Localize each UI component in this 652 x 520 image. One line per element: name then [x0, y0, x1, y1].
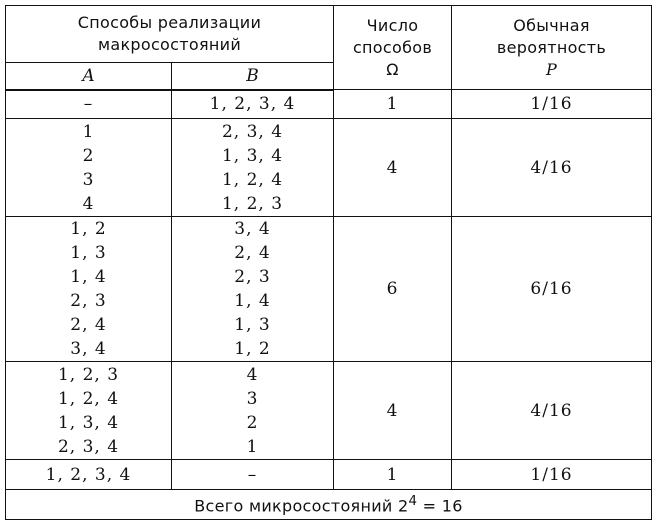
- total-microstates: [6, 490, 652, 520]
- cell-b-line: 2: [246, 412, 259, 433]
- cell-b-line: 3, 4: [234, 219, 271, 239]
- table-row: [6, 460, 652, 490]
- cell-count: 6: [334, 217, 452, 362]
- cell-b-line: –: [247, 464, 258, 485]
- cell-b: [172, 362, 334, 460]
- cell-b: [172, 119, 334, 217]
- cell-a: [6, 217, 172, 362]
- cell-a: [6, 119, 172, 217]
- cell-a-line: 1: [82, 121, 95, 142]
- cell-probability: 4/16: [452, 362, 652, 460]
- table-body: [6, 90, 652, 490]
- cell-b: [172, 217, 334, 362]
- cell-a-line: 3, 4: [70, 339, 107, 359]
- cell-a-line: 1, 3: [70, 243, 107, 263]
- header-count-symbol: Ω: [386, 59, 399, 79]
- cell-probability: 6/16: [452, 217, 652, 362]
- cell-b-line: 1, 2, 3, 4: [209, 94, 296, 115]
- cell-a-line: 3: [82, 169, 95, 190]
- cell-b-line: 1: [246, 436, 259, 457]
- table-row: [6, 362, 652, 460]
- total-prefix: Всего микросостояний 2: [194, 496, 409, 516]
- header-count-line2: способов: [352, 37, 433, 57]
- cell-a-line: 2, 3: [70, 291, 107, 311]
- cell-b-line: 2, 3: [234, 267, 271, 287]
- cell-b-line: 1, 3, 4: [221, 145, 284, 166]
- cell-b-line: 3: [246, 388, 259, 409]
- header-prob-line2: вероятность: [496, 37, 607, 57]
- cell-a-line: 1, 2, 3: [57, 364, 120, 385]
- cell-b-line: 1, 2, 4: [221, 169, 284, 190]
- total-suffix: = 16: [417, 496, 463, 516]
- cell-a-line: 1, 2, 3, 4: [45, 464, 132, 485]
- header-count-line1: Число: [366, 15, 419, 35]
- cell-a-line: 1, 3, 4: [57, 412, 120, 433]
- cell-b: [172, 460, 334, 490]
- header-realization-methods: [6, 6, 334, 63]
- cell-a-line: 1, 2: [70, 219, 107, 239]
- cell-count: 4: [334, 119, 452, 217]
- cell-b-line: 2, 3, 4: [221, 121, 284, 142]
- microstates-table: [5, 5, 652, 520]
- cell-b: [172, 90, 334, 119]
- cell-b-line: 1, 2: [234, 339, 271, 359]
- cell-a-line: 1, 2, 4: [57, 388, 120, 409]
- table-row: [6, 90, 652, 119]
- cell-probability: 1/16: [452, 90, 652, 119]
- cell-count: 4: [334, 362, 452, 460]
- cell-count: 1: [334, 90, 452, 119]
- cell-a-line: 2, 4: [70, 315, 107, 335]
- header-probability: [452, 6, 652, 90]
- cell-b-line: 1, 4: [234, 291, 271, 311]
- cell-b-line: 4: [246, 364, 259, 385]
- cell-probability: 4/16: [452, 119, 652, 217]
- cell-a: [6, 362, 172, 460]
- cell-a-line: 2: [82, 145, 95, 166]
- header-prob-line1: Обычная: [513, 15, 590, 35]
- table-row: [6, 119, 652, 217]
- total-exponent: 4: [408, 494, 418, 510]
- header-realization-line1: Способы реализации: [77, 13, 262, 32]
- cell-a: [6, 460, 172, 490]
- header-col-b: B: [172, 63, 334, 90]
- cell-a-line: 2, 3, 4: [57, 436, 120, 457]
- header-col-a: A: [6, 63, 172, 90]
- cell-b-line: 1, 3: [234, 315, 271, 335]
- cell-a-line: –: [83, 94, 94, 115]
- table-row: [6, 217, 652, 362]
- cell-a-line: 1, 4: [70, 267, 107, 287]
- cell-a-line: 4: [82, 193, 95, 214]
- cell-probability: 1/16: [452, 460, 652, 490]
- cell-count: 1: [334, 460, 452, 490]
- header-realization-line2: макросостояний: [97, 35, 242, 54]
- header-prob-symbol: P: [545, 59, 558, 79]
- cell-b-line: 1, 2, 3: [221, 193, 284, 214]
- cell-a: [6, 90, 172, 119]
- header-count: [334, 6, 452, 90]
- cell-b-line: 2, 4: [234, 243, 271, 263]
